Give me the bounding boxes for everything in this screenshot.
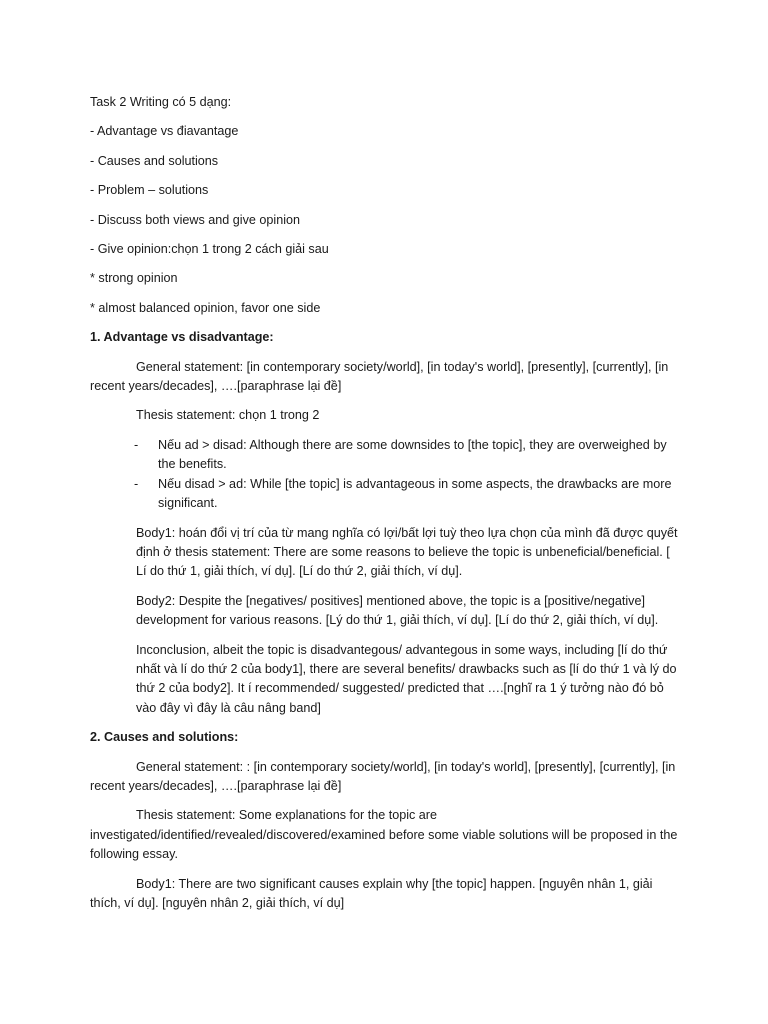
document-title: Task 2 Writing có 5 dạng: <box>90 95 232 109</box>
body1-paragraph: Body1: There are two significant causes explain why [the topic] happen. [nguyên nhân 1, giải thích, ví dụ]. [nguyên nhân 2, giải thích, ví dụ] <box>90 876 653 910</box>
essay-type-item: - Advantage vs điavantage <box>90 124 239 139</box>
section-heading-advantage: 1. Advantage vs disadvantage: <box>90 330 274 345</box>
opinion-style-item: * strong opinion <box>90 271 178 286</box>
list-item <box>90 475 678 514</box>
thesis-statement: Thesis statement: Some explanations for the topic are investigated/identified/revealed/discovered/examined before some viable solutions will be proposed in the following essay. <box>90 808 678 862</box>
body1-paragraph: Body1: hoán đổi vị trí của từ mang nghĩa có lợi/bất lợi tuỳ theo lựa chọn của mình đã được quyết định ở thesis statement: There are some reasons to believe the topic is unbeneficial/beneficial. [ Lí do thứ 1, giải thích, ví dụ]. [Lí do thứ 2, giải thích, ví dụ]. <box>136 525 678 579</box>
thesis-option-text: Nếu disad > ad: While [the topic] is advantageous in some aspects, the drawbacks are more significant. <box>158 476 672 511</box>
essay-type-item: - Causes and solutions <box>90 153 219 168</box>
opinion-style-item: * almost balanced opinion, favor one side <box>90 300 321 315</box>
essay-type-item: - Give opinion:chọn 1 trong 2 cách giải sau <box>90 242 329 257</box>
general-statement: General statement: [in contemporary society/world], [in today's world], [presently], [currently], [in recent years/decades], ….[paraphrase lại đề] <box>90 359 669 394</box>
thesis-statement: Thesis statement: chọn 1 trong 2 <box>136 408 320 423</box>
body2-paragraph: Body2: Despite the [negatives/ positives] mentioned above, the topic is a [positive/negative] development for various reasons. [Lý do thứ 1, giải thích, ví dụ]. [Lí do thứ 2, giải thích, ví dụ]. <box>136 593 659 628</box>
general-statement: General statement: : [in contemporary society/world], [in today's world], [presently], [currently], [in recent years/decades], ….[paraphrase lại đề] <box>90 759 676 793</box>
thesis-options-list <box>90 436 678 514</box>
section-heading-causes: 2. Causes and solutions: <box>90 730 239 745</box>
dash-bullet: - <box>134 476 139 491</box>
essay-type-item: - Problem – solutions <box>90 183 209 198</box>
conclusion-paragraph: Inconclusion, albeit the topic is disadvantegous/ advantegous in some ways, including [lí do thứ nhất và lí do thứ 2 của body1], there are several benefits/ drawbacks such as [lí do thứ 1 và lý do thứ 2 của body2]. It í recommended/ suggested/ predicted that ….[nghĩ ra 1 ý tưởng nào đó bỏ vào đây vì đây là câu nâng band] <box>136 642 677 715</box>
list-item <box>90 436 678 475</box>
dash-bullet: - <box>134 437 139 452</box>
thesis-option-text: Nếu ad > disad: Although there are some downsides to [the topic], they are overweighed by the benefits. <box>158 437 667 472</box>
essay-type-item: - Discuss both views and give opinion <box>90 212 301 227</box>
